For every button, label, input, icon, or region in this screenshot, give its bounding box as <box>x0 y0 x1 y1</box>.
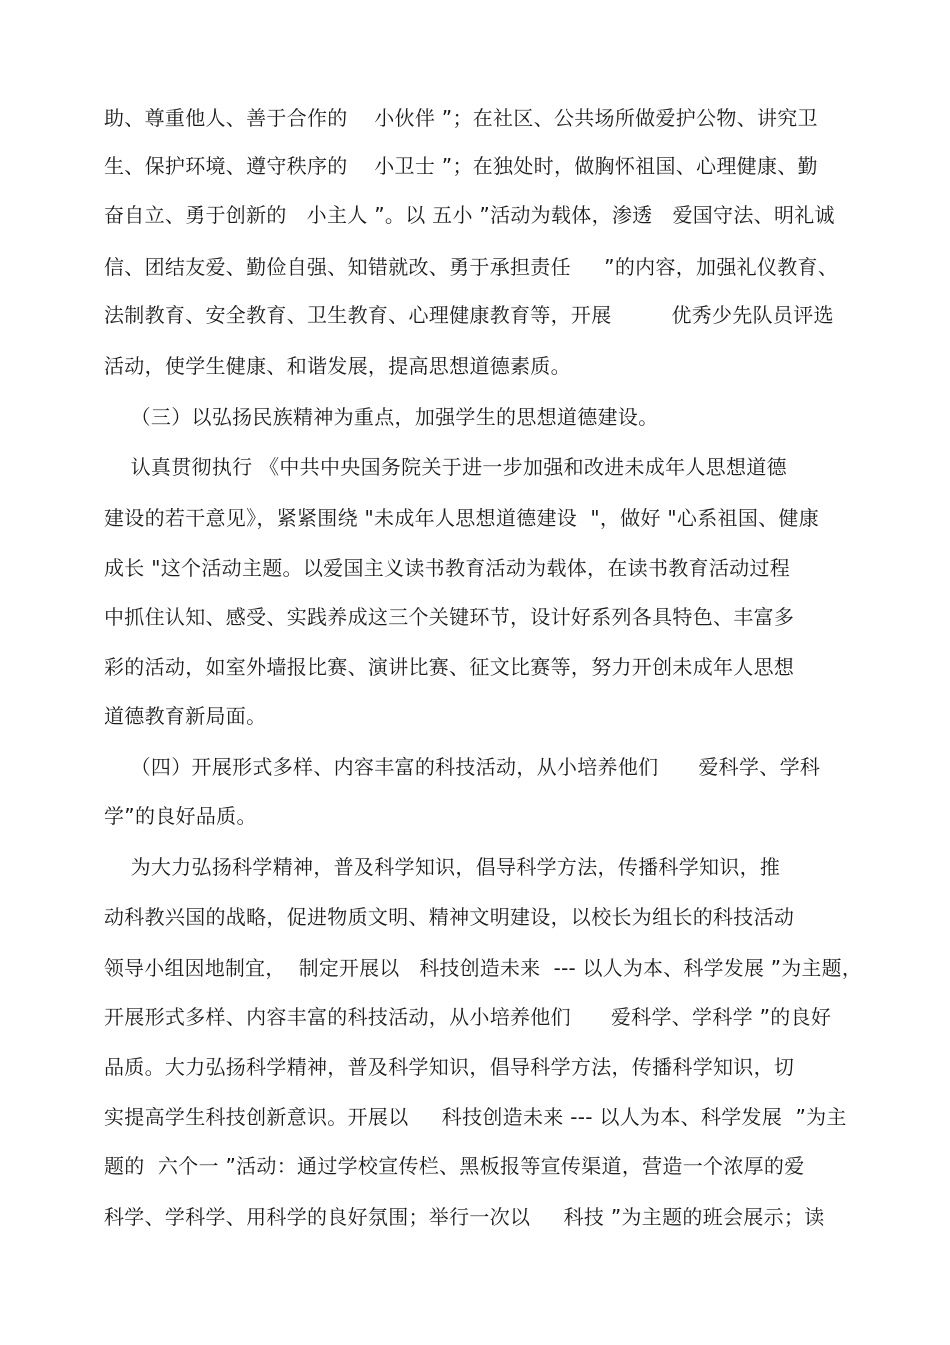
text-line: 为大力弘扬科学精神，普及科学知识，倡导科学方法，传播科学知识，推 <box>104 855 781 879</box>
text-line: 成长 "这个活动主题。以爱国主义读书教育活动为载体，在读书教育活动过程 <box>104 556 791 580</box>
text-line: 法制教育、安全教育、卫生教育、心理健康教育等，开展 优秀少先队员评选 <box>104 303 834 327</box>
section-heading: （三）以弘扬民族精神为重点，加强学生的思想道德建设。 <box>104 405 659 429</box>
text-line: 道德教育新局面。 <box>104 704 267 728</box>
text-line: 信、团结友爱、勤俭自强、知错就改、勇于承担责任 ”的内容，加强礼仪教育、 <box>104 255 839 279</box>
text-line: 建设的若干意见》，紧紧围绕 "未成年人思想道德建设 "，做好 "心系祖国、健康 <box>104 506 820 530</box>
text-line: 活动，使学生健康、和谐发展，提高思想道德素质。 <box>104 354 571 378</box>
text-line: 助、尊重他人、善于合作的 小伙伴 ”；在社区、公共场所做爱护公物、讲究卫 <box>104 106 818 130</box>
text-line: 生、保护环境、遵守秩序的 小卫士 ”；在独处时，做胸怀祖国、心理健康、勤 <box>104 154 818 178</box>
section-heading: （四）开展形式多样、内容丰富的科技活动，从小培养他们 爱科学、学科 <box>104 755 821 779</box>
text-line: 题的 六个一 ”活动：通过学校宣传栏、黑板报等宣传渠道，营造一个浓厚的爱 <box>104 1154 805 1178</box>
text-line: 认真贯彻执行 《中共中央国务院关于进一步加强和改进未成年人思想道德 <box>104 455 787 479</box>
text-line: 中抓住认知、感受、实践养成这三个关键环节，设计好系列各具特色、丰富多 <box>104 605 795 629</box>
text-line: 领导小组因地制宜， 制定开展以 科技创造未来 --- 以人为本、科学发展 ”为主题， <box>104 956 862 980</box>
text-line: 品质。大力弘扬科学精神，普及科学知识，倡导科学方法，传播科学知识，切 <box>104 1055 795 1079</box>
text-line: 科学、学科学、用科学的良好氛围；举行一次以 科技 ”为主题的班会展示；读 <box>104 1205 825 1229</box>
section-heading: 学”的良好品质。 <box>104 804 257 828</box>
text-line: 彩的活动，如室外墙报比赛、演讲比赛、征文比赛等，努力开创未成年人思想 <box>104 655 795 679</box>
text-line: 开展形式多样、内容丰富的科技活动，从小培养他们 爱科学、学科学 ”的良好 <box>104 1005 832 1029</box>
text-line: 动科教兴国的战略，促进物质文明、精神文明建设，以校长为组长的科技活动 <box>104 905 795 929</box>
text-line: 实提高学生科技创新意识。开展以 科技创造未来 --- 以人为本、科学发展 ”为主 <box>104 1105 847 1129</box>
text-line: 奋自立、勇于创新的 小主人 ”。以 五小 ”活动为载体，渗透 爱国守法、明礼诚 <box>104 203 835 227</box>
